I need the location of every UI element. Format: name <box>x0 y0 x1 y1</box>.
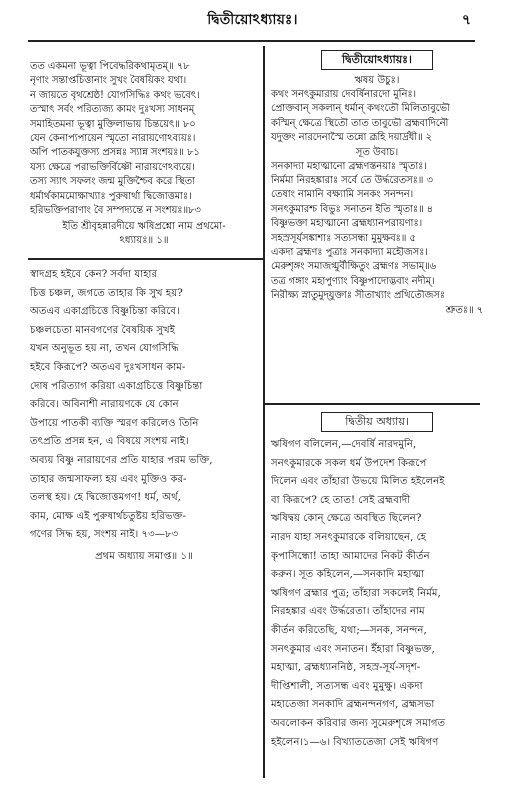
translation-line: গণের সিদ্ধ হয়, সংশয় নাই। ৭৩—৮৩ <box>30 529 179 541</box>
translation-line: হইবে কিরূপে? অতএব দুঃখসাধন কাম- <box>30 361 186 373</box>
translation-line: তলস্থ হয়। হে দ্বিজোত্তমগণ! ধর্ম, অর্থ, <box>30 492 181 504</box>
right-sanskrit-verses <box>271 88 483 146</box>
translation-line: চঞ্চলচেতা মানবগণের বৈষয়িক সুখই <box>30 324 175 336</box>
verse-line: সনকাদ্যা মহাত্মানো ব্রহ্মণস্তনয়াঃ স্মৃতাঃ। <box>271 160 427 172</box>
verse-line: অপি পাতকযুক্তস্য প্রসন্নঃ স্যান্ন সংশয়ঃ॥ ৮১ <box>30 147 200 159</box>
translation-line: ঋষিগণ বলিলেন,—দেবর্ষি নারদমুনি, <box>271 439 417 450</box>
speaker-label: ঋষয় উচুঃ। <box>354 75 400 86</box>
translation-line: অব্যয় বিষ্ণু নারায়ণের প্রতি যাহার পরম ভক্তি, <box>30 454 213 466</box>
translation-line: উপায়ে পাতকী ব্যক্তি স্মরণ করিলেও তিনি <box>30 417 199 429</box>
verse-line: বিষ্ণুভক্তা মহাত্মানো ব্রহ্মধ্যানপরায়ণাঃ। <box>271 218 423 230</box>
translation-line: সনৎকুমার এবং সনাতন। ইঁহারা বিষ্ণুভক্ত, <box>271 643 435 655</box>
chapter-end-bengali: প্রথম অধ্যায় সমাপ্ত॥ ১॥ <box>95 550 193 562</box>
translation-line: নারদ যাহা সনৎকুমারকে বলিয়াছেন, হে <box>271 531 427 543</box>
header-rule <box>28 40 475 42</box>
translation-line: তৎপ্রতি প্রসন্ন হন, এ বিষয়ে সংশয় নাই। <box>30 436 189 448</box>
translation-line: নিরহঙ্কার এবং উর্দ্ধরেতা। তাঁহাদের নাম <box>271 606 425 618</box>
translation-line: স্বাদগ্রহ হইবে কেন? সর্বদা যাহার <box>30 269 158 280</box>
translation-line: চিত্ত চঞ্চল, জগতে তাহার কি সুখ হয়? <box>30 287 183 299</box>
verse-line: যস্য ক্ষেত্রে পরাভক্তির্বিষ্ণৌ নারায়ণেঽব্যয়ে। <box>30 161 195 173</box>
verse-line: সহস্রসূর্যসঙ্কাশাঃ সত্যসন্ধা মুমুক্ষবঃ॥ ৫ <box>271 232 416 244</box>
verse-line: তস্য স্যাৎ সফলং জন্ম মুক্তিশ্চৈব করে স্থিতা <box>30 176 195 188</box>
translation-line: দিলেন এবং তাঁহারা উভয়ে মিলিত হইলেনই <box>271 476 445 488</box>
running-title: দ্বিতীয়োঽধ্যায়ঃ। <box>207 12 298 28</box>
right-column <box>271 50 483 318</box>
colophon-line: ইতি শ্রীবৃহন্নারদীয়ে ঋষিপ্রশ্নো নাম প্রথমো- <box>62 221 226 233</box>
translation-line: দোষ পরিত্যাগ করিয়া একাগ্রচিত্তে বিষ্ণুচিন্তা <box>30 380 203 392</box>
verse-line: তত একমনা ভূত্বা পিবেদ্ধরিকথামৃতম্‌॥ ৭৮ <box>30 61 190 72</box>
left-section-rule <box>28 258 264 260</box>
verse-line: কথং সনৎকুমারায় দেবর্ষিনারদো মুনিঃ। <box>271 89 417 100</box>
left-column <box>30 60 258 260</box>
translation-line: কাম, মোক্ষ এই পুরুষার্থচতুষ্টয় হরিভক্ত- <box>30 510 186 522</box>
right-section-rule <box>265 403 480 405</box>
chapter-end-sanskrit <box>30 220 258 248</box>
verse-line: একদা ব্রহ্মণঃ পুত্রাঃ সনকাদ্যা মহৌজসঃ। <box>271 247 428 259</box>
translation-line: দীপ্তিশালী, সত্যসন্ধ এবং মুমুক্ষু। একদা <box>271 680 423 692</box>
translation-line: হইলেন।১—৬। বিখ্যাততেজা সেই ঋষিগণ <box>271 736 439 748</box>
verse-line: যেন কেনাপ্যপায়েন স্মৃতো নারায়ণোঽব্যয়ঃ। <box>30 133 196 145</box>
colophon-line: ঽধ্যায়ঃ॥ ১॥ <box>119 235 169 247</box>
column-divider <box>263 46 265 778</box>
translation-line: কীর্তন করিতেছি, যথা;—সনক, সনন্দন, <box>271 624 427 636</box>
page-number: ৭ <box>461 12 471 28</box>
chapter-heading-bengali: দ্বিতীয় অধ্যায়। <box>321 412 433 432</box>
translation-line: অতএব একাগ্রচিত্তে বিষ্ণুচিন্তা করিবে। <box>30 306 180 318</box>
page-header <box>0 8 505 34</box>
left-translation <box>30 266 258 565</box>
translation-line: ঋষিদ্বয় কোন্‌ ক্ষেত্রে অবস্থিত ছিলেন? <box>271 513 422 525</box>
translation-line: যখন অনুভূত হয় না, তখন যোগসিদ্ধি <box>30 343 179 355</box>
right-sanskrit-verses-2 <box>271 160 483 318</box>
verse-line: সমাহিতমনা ভূত্বা মুক্তিলাভায় চিন্তয়েৎ॥ ৮০ <box>30 118 196 130</box>
verse-line: কস্মিন্‌ ক্ষেত্রে স্থিতৌ তাত তাবুভৌ ব্রহ্মবাদিনৌ <box>271 117 449 129</box>
verse-line: যদুক্তং নারদেনাস্মৈ তন্নো ব্রূহি দয়ার্দ্রধী॥ ২ <box>271 132 433 144</box>
translation-line: মহাত্মা, ব্রহ্মধ্যাননিষ্ঠ, সহস্র-সূর্য-সদৃশ- <box>271 662 421 674</box>
verse-line: তস্মাৎ সর্বং পরিত্যজ্য কামং দুঃখস্য সাধনম্‌ <box>30 104 195 116</box>
verse-line: ন জায়তে বৃথশ্রেষ্ঠ! যোগসিদ্ধিঃ কথং ভবেৎ। <box>30 89 200 101</box>
translation-line: সনৎকুমারকে সকল ধর্ম উপদেশ কিরূপে <box>271 457 427 469</box>
verse-line: সনৎকুমারশ্চ বিভুঃ সনাতন ইতি স্মৃতাঃ॥ ৪ <box>271 203 434 215</box>
verse-line: মেরুশৃঙ্গং সমাজগ্মুর্বীক্ষিতুং ব্রহ্মণঃ সভাম্‌॥৬ <box>271 261 437 273</box>
translation-line: করুন। সূত কহিলেন,—সনকাদি মহাত্মা <box>271 569 425 581</box>
translation-line: তাহার জন্মসাফল্য হয় এবং মুক্তিও কর- <box>30 473 187 485</box>
translation-line: বা কিরূপে? হে তাত! সেই ব্রহ্মবাদী <box>271 494 411 506</box>
verse-line: প্রোক্তবান্‌ সকলান্‌ ধর্মান্‌ কথংতৌ মিলিতাবুভৌ <box>271 103 450 115</box>
translation-line: করিবে। অবিনাশী নারায়ণকে যে কোন <box>30 399 179 411</box>
verse-line: নৃণাং সন্তাপ্তচিত্তানাং সুখং বৈষয়িকং যথা। <box>30 75 187 87</box>
chapter-heading-sanskrit: দ্বিতীয়োঽধ্যায়ঃ। <box>321 50 433 70</box>
verse-line: শ্রুতঃ॥ ৭ <box>445 304 483 316</box>
left-sanskrit-verses <box>30 60 258 218</box>
verse-line: তেষাং নামানি বক্ষ্যামি সনকং সনন্দন। <box>271 189 414 201</box>
verse-line: নির্মমা নিরহঙ্কারাঃ সর্বে তে উর্দ্ধরেতসঃ॥ ৩ <box>271 175 433 187</box>
verse-line: তত্র গঙ্গাং মহাপুণ্যাং বিষ্ণুপাদোদ্ভবাং নদীম্‌। <box>271 275 435 287</box>
translation-line: অবলোকন করিবার জন্য সুমেরুশৃঙ্গে সমাগত <box>271 717 446 729</box>
speaker-label: সূত উবাচ। <box>355 146 399 158</box>
verse-line: ধর্মার্থকামমোক্ষাখ্যাঃ পুরুষার্থা দ্বিজোত্তমাঃ। <box>30 190 192 202</box>
verse-line: হরিভক্তিপরাণাং বৈ সম্পদ্যন্তে ন সংশয়ঃ॥৮৩ <box>30 205 201 217</box>
verse-line: নিরীক্ষ্য স্নাতুমুদ্‌যুক্তাঃ সীতাখ্যাং প্রথিতৌজসঃ <box>271 290 445 302</box>
right-translation <box>271 412 483 752</box>
translation-line: মহাতেজা সনকাদি ব্রহ্মনন্দনগণ, ব্রহ্মসভা <box>271 699 435 711</box>
translation-line: ঋষিগণ ব্রহ্মার পুত্র; তাঁহারা সকলেই নির্মম, <box>271 587 441 599</box>
translation-line: কৃপাসিন্ধো! তাহা আমাদের নিকট কীর্তন <box>271 550 430 562</box>
